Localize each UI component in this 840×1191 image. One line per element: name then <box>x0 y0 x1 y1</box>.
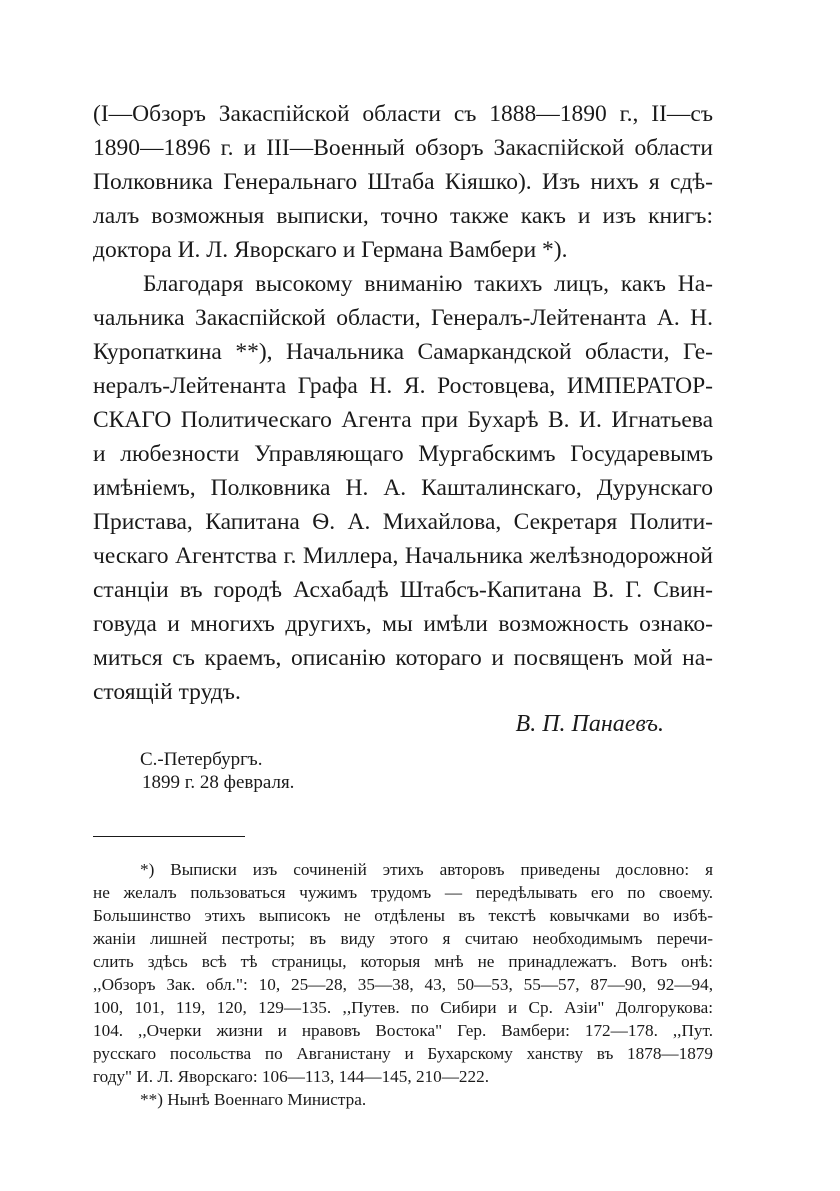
footnote-line: 104. ,,Очерки жизни и нравовъ Востока" Гер. Вамбери: 172—178. ,,Пут. <box>93 1021 713 1040</box>
place-date-block <box>140 748 294 794</box>
footnote-line: русскаго посольства по Авганистану и Бухарскому ханству въ 1878—1879 <box>93 1044 713 1063</box>
main-text-line: Куропаткина **), Начальника Самаркандской области, Ге- <box>93 339 713 365</box>
footnote-line: слить здѣсь всѣ тѣ страницы, которыя мнѣ не принадлежатъ. Вотъ онѣ: <box>93 952 713 971</box>
main-text-line: чальника Закаспійской области, Генералъ-Лейтенанта А. Н. <box>93 305 713 331</box>
author-signature: В. П. Панаевъ. <box>515 711 664 737</box>
main-text-line: говуда и многихъ другихъ, мы имѣли возможность ознако- <box>93 611 713 637</box>
footnote-line: *) Выписки изъ сочиненій этихъ авторовъ приведены дословно: я <box>140 860 713 879</box>
main-text-line: ческаго Агентства г. Миллера, Начальника желѣзнодорожной <box>93 543 713 569</box>
main-text-line: и любезности Управляющаго Мургабскимъ Государевымъ <box>93 441 713 467</box>
main-text-line: стоящій трудъ. <box>93 679 241 705</box>
footnote-line: ,,Обзоръ Зак. обл.": 10, 25—28, 35—38, 43, 50—53, 55—57, 87—90, 92—94, <box>93 975 713 994</box>
main-text-line: Полковника Генеральнаго Штаба Кіяшко). Изъ нихъ я сдѣ- <box>93 169 713 195</box>
place-text: С.-Петербургъ. <box>140 749 263 770</box>
main-text-line: лалъ возможныя выписки, точно также какъ и изъ книгъ: <box>93 203 713 229</box>
main-text-line: Благодаря высокому вниманію такихъ лицъ, какъ На- <box>143 271 713 297</box>
main-text-line: станціи въ городѣ Асхабадѣ Штабсъ-Капитана В. Г. Свин- <box>93 577 713 603</box>
footnote-line: **) Нынѣ Военнаго Министра. <box>140 1090 367 1109</box>
footnote-line: не желалъ пользоваться чужимъ трудомъ — передѣлывать его по своему. <box>93 883 713 902</box>
footnote-line: 100, 101, 119, 120, 129—135. ,,Путев. по Сибири и Ср. Азіи" Долгорукова: <box>93 998 713 1017</box>
date-text: 1899 г. 28 февраля. <box>142 772 295 793</box>
main-text-line: Пристава, Капитана Ѳ. А. Михайлова, Секретаря Полити- <box>93 509 713 535</box>
main-text-line: (I—Обзоръ Закаспійской области съ 1888—1890 г., II—съ <box>93 101 713 127</box>
main-text-line: имѣніемъ, Полковника Н. А. Кашталинскаго, Дурунскаго <box>93 475 713 501</box>
main-text-line: нералъ-Лейтенанта Графа Н. Я. Ростовцева, ИМПЕРАТОР- <box>93 373 713 399</box>
footnote-line: году" И. Л. Яворскаго: 106—113, 144—145, 210—222. <box>93 1067 490 1086</box>
footnote-line: жаніи лишней пестроты; въ виду этого я считаю необходимымъ перечи- <box>93 929 713 948</box>
main-text-line: СКАГО Политическаго Агента при Бухарѣ В. И. Игнатьева <box>93 407 713 433</box>
footnote-separator <box>93 836 245 837</box>
footnote-line: Большинство этихъ выписокъ не отдѣлены въ текстѣ ковычками во избѣ- <box>93 906 713 925</box>
main-text-line: 1890—1896 г. и III—Военный обзоръ Закаспійской области <box>93 135 713 161</box>
main-text-line: миться съ краемъ, описанію котораго и посвященъ мой на- <box>93 645 713 671</box>
main-text-line: доктора И. Л. Яворскаго и Германа Вамбери *). <box>93 237 568 263</box>
